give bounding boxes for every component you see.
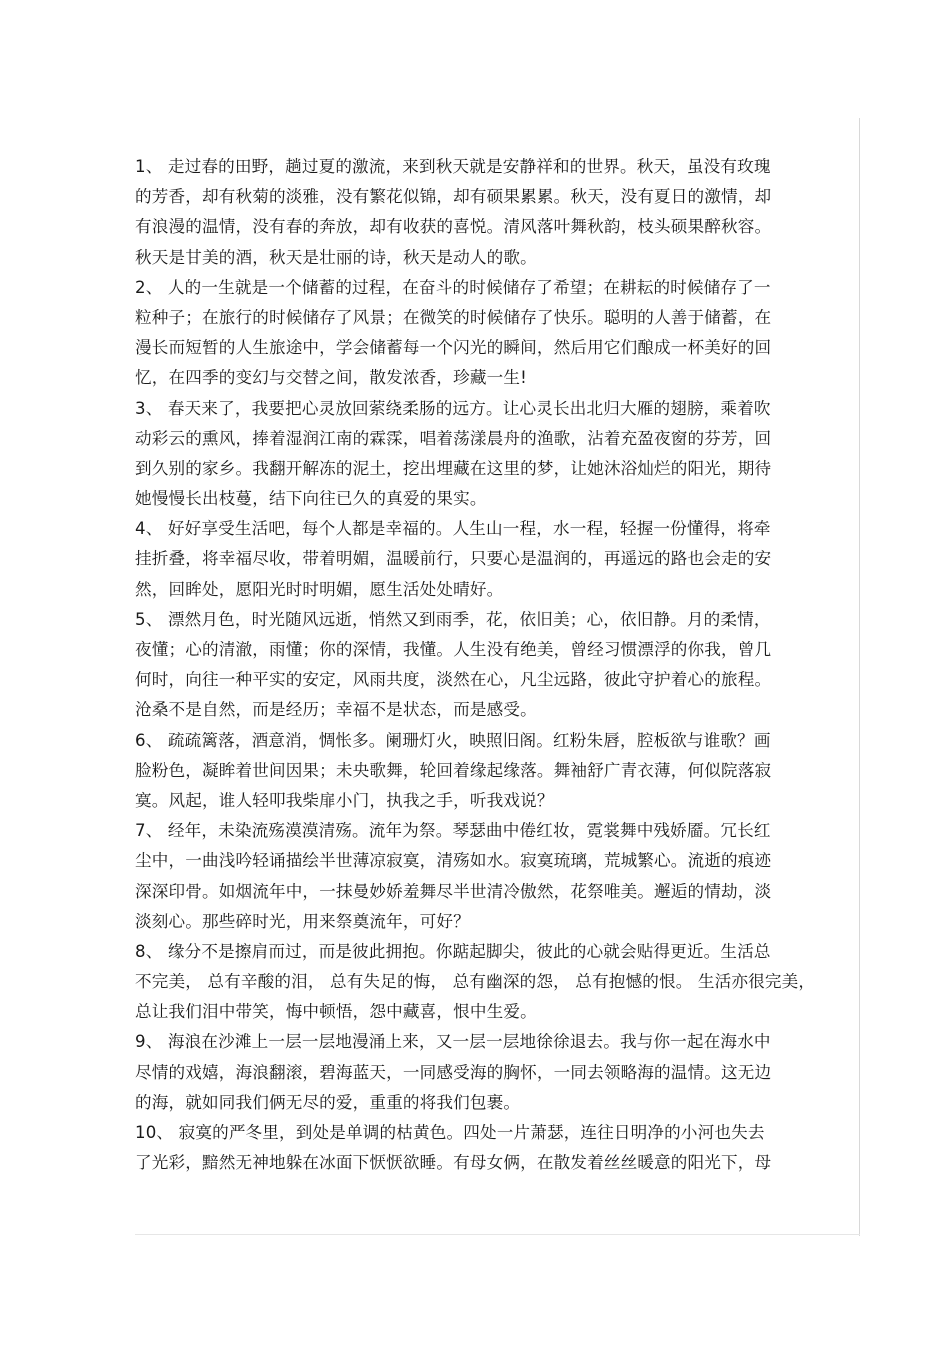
text-line: 4、 好好享受生活吧，每个人都是幸福的。人生山一程，水一程，轻握一份懂得，将牵 — [135, 519, 771, 539]
text-line: 7、 经年，未染流殇漠漠清殇。流年为祭。琴瑟曲中倦红妆，霓裳舞中残娇靥。冗长红 — [135, 821, 771, 841]
text-line: 到久别的家乡。我翻开解冻的泥土，挖出埋藏在这里的梦，让她沐浴灿烂的阳光，期待 — [135, 458, 772, 478]
text-line: 粒种子；在旅行的时候储存了风景；在微笑的时候储存了快乐。聪明的人善于储蓄，在 — [135, 307, 772, 327]
text-line: 漫长而短暂的人生旅途中，学会储蓄每一个闪光的瞬间，然后用它们酿成一杯美好的回 — [135, 338, 772, 358]
text-line: 不完美， 总有辛酸的泪， 总有失足的悔， 总有幽深的怨， 总有抱憾的恨。 生活亦很完美， — [135, 972, 816, 992]
text-line: 挂折叠，将幸福尽收，带着明媚，温暖前行，只要心是温润的，再遥远的路也会走的安 — [135, 549, 772, 569]
text-line: 寞。风起，谁人轻叩我柴扉小门，执我之手，听我戏说？ — [135, 790, 554, 810]
text-line: 深深印骨。如烟流年中，一抹曼妙娇羞舞尽半世清冷傲然，花祭唯美。邂逅的情劫，淡 — [135, 881, 772, 901]
text-line: 3、 春天来了，我要把心灵放回萦绕柔肠的远方。让心灵长出北归大雁的翅膀，乘着吹 — [135, 398, 771, 418]
text-line: 秋天是甘美的酒，秋天是壮丽的诗，秋天是动人的歌。 — [135, 247, 537, 267]
page-border-right — [859, 118, 860, 1236]
text-line: 8、 缘分不是擦肩而过，而是彼此拥抱。你踮起脚尖，彼此的心就会贴得更近。生活总 — [135, 941, 771, 961]
text-line: 6、 疏疏篱落，酒意消，惆怅多。阑珊灯火，映照旧阁。红粉朱唇，腔板欲与谁歌？画 — [135, 730, 771, 750]
text-line: 的海，就如同我们俩无尽的爱，重重的将我们包裹。 — [135, 1092, 521, 1112]
text-line: 9、 海浪在沙滩上一层一层地漫涌上来，又一层一层地徐徐退去。我与你一起在海水中 — [135, 1032, 771, 1052]
text-line: 5、 漂然月色，时光随风远逝，悄然又到雨季，花，依旧美；心，依旧静。月的柔情， — [135, 609, 771, 629]
text-line: 动彩云的熏风，捧着湿润江南的霖霂，唱着荡漾晨舟的渔歌，沾着充盈夜窗的芬芳，回 — [135, 428, 772, 448]
text-line: 总让我们泪中带笑，悔中顿悟，怨中藏喜，恨中生爱。 — [135, 1002, 537, 1022]
text-line: 然，回眸处，愿阳光时时明媚，愿生活处处晴好。 — [135, 579, 504, 599]
text-line: 尽情的戏嬉，海浪翻滚，碧海蓝天，一同感受海的胸怀，一同去领略海的温情。这无边 — [135, 1062, 772, 1082]
text-line: 2、 人的一生就是一个储蓄的过程，在奋斗的时候储存了希望；在耕耘的时候储存了一 — [135, 277, 771, 297]
text-line: 沧桑不是自然，而是经历；幸福不是状态，而是感受。 — [135, 700, 537, 720]
text-line: 忆，在四季的变幻与交替之间，散发浓香，珍藏一生! — [135, 368, 527, 388]
text-line: 夜懂；心的清澈，雨懂；你的深情，我懂。人生没有绝美，曾经习惯漂浮的你我，曾几 — [135, 640, 772, 659]
page-border-bottom — [135, 1234, 860, 1235]
text-line: 何时，向往一种平实的安定，风雨共度，淡然在心，凡尘远路，彼此守护着心的旅程。 — [135, 670, 772, 690]
text-line: 有浪漫的温情，没有春的奔放，却有收获的喜悦。清风落叶舞秋韵，枝头硕果醉秋容。 — [135, 217, 772, 237]
text-line: 尘中，一曲浅吟轻诵描绘半世薄凉寂寞，清殇如水。寂寞琉璃，荒城繁心。流逝的痕迹 — [135, 851, 772, 871]
document-body — [135, 152, 855, 1178]
text-line: 10、 寂寞的严冬里，到处是单调的枯黄色。四处一片萧瑟，连往日明净的小河也失去 — [135, 1123, 765, 1142]
text-line: 了光彩，黯然无神地躲在冰面下恹恹欲睡。有母女俩，在散发着丝丝暖意的阳光下，母 — [135, 1153, 772, 1173]
text-line: 的芳香，却有秋菊的淡雅，没有繁花似锦，却有硕果累累。秋天，没有夏日的激情，却 — [135, 187, 772, 207]
text-line: 脸粉色，凝眸着世间因果；未央歌舞，轮回着缘起缘落。舞袖舒广青衣薄，何似院落寂 — [135, 760, 772, 780]
text-line: 她慢慢长出枝蔓，结下向往已久的真爱的果实。 — [135, 489, 487, 509]
text-line: 1、 走过春的田野，趟过夏的激流，来到秋天就是安静祥和的世界。秋天，虽没有玫瑰 — [135, 157, 771, 176]
text-line: 淡刻心。那些碎时光，用来祭奠流年，可好？ — [135, 911, 470, 931]
